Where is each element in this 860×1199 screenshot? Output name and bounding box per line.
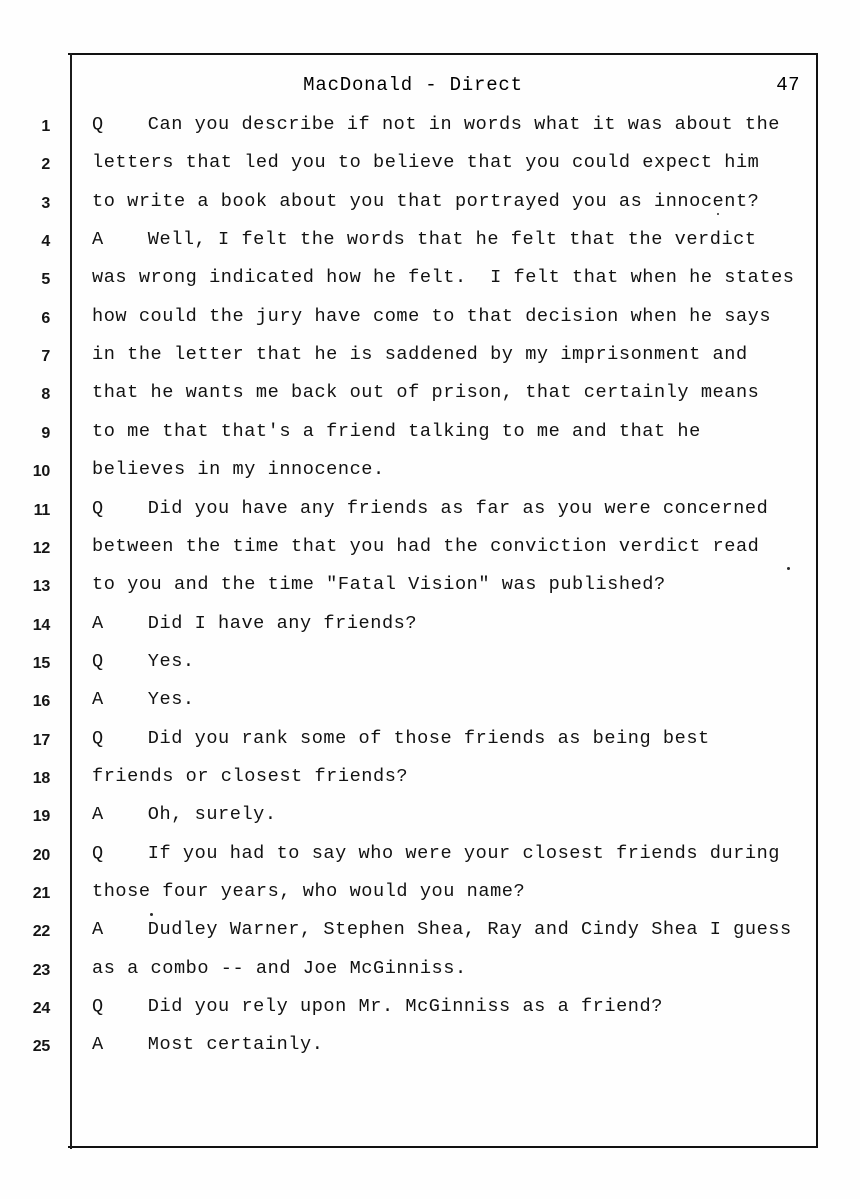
transcript-line [92,306,808,336]
line-text: friends or closest friends? [92,765,409,787]
line-number-gutter [0,110,66,1090]
line-number: 7 [41,348,50,366]
speaker-label: Q [92,114,104,135]
speaker-label: A [92,804,104,826]
line-number: 20 [32,846,50,864]
transcript-line [92,152,808,182]
speaker-label: Q [92,842,104,864]
line-number: 25 [32,1038,50,1056]
transcript-line [92,536,808,566]
speaker-label: A [92,229,104,251]
line-number: 4 [41,233,50,251]
transcript-line [92,459,808,489]
transcript-line [92,996,808,1026]
line-number: 15 [32,654,50,672]
line-number: 14 [32,616,50,634]
line-number: 8 [41,386,50,404]
line-text: letters that led you to believe that you could expect him [92,152,760,174]
line-text: between the time that you had the conviction verdict read [92,535,760,557]
line-number: 22 [32,923,50,941]
line-text: Oh, surely. [147,804,277,826]
line-text: believes in my innocence. [92,459,385,481]
page-number: 47 [776,74,800,96]
line-number: 12 [32,539,50,557]
line-text: Most certainly. [147,1034,324,1056]
line-text: those four years, who would you name? [92,881,526,902]
line-text: Did you have any friends as far as you were concerned [147,497,769,519]
line-number: 18 [32,769,50,787]
line-text: If you had to say who were your closest friends during [147,842,781,864]
line-number: 16 [32,693,50,711]
line-text: was wrong indicated how he felt. I felt that when he states [92,267,795,289]
line-text: to write a book about you that portrayed you as innocent? [92,190,760,212]
header-caption: MacDonald - Direct [303,74,523,96]
transcript-line [92,728,808,758]
transcript-line [92,651,808,681]
line-text: Well, I felt the words that he felt that the verdict [147,229,757,251]
speaker-label: A [92,612,104,634]
transcript-line [92,958,808,988]
line-number: 19 [32,808,50,826]
line-text: Yes. [147,689,195,711]
transcript-line [92,613,808,643]
line-text: that he wants me back out of prison, that certainly means [92,382,760,404]
speaker-label: A [92,919,104,941]
transcript-line [92,229,808,259]
line-text: Did I have any friends? [147,612,418,634]
transcript-line [92,498,808,528]
line-text: Did you rely upon Mr. McGinniss as a friend? [147,996,663,1018]
line-number: 17 [32,731,50,749]
scan-speck [787,567,790,570]
line-number: 5 [41,271,50,289]
line-number: 1 [41,118,50,135]
line-text: as a combo -- and Joe McGinniss. [92,957,467,979]
speaker-label: Q [92,727,104,749]
transcript-line [92,421,808,451]
line-text: Did you rank some of those friends as being best [147,727,710,749]
transcript-line [92,804,808,834]
line-text: in the letter that he is saddened by my imprisonment and [92,344,748,366]
transcript-line [92,919,808,949]
line-number: 11 [33,501,50,519]
transcript-line [92,766,808,796]
line-text: Yes. [147,650,195,672]
line-number: 2 [41,156,50,174]
speaker-label: Q [92,497,104,519]
line-text: to me that that's a friend talking to me and that he [92,420,701,442]
transcript-line [92,689,808,719]
transcript-line [92,843,808,873]
line-number: 3 [41,194,50,212]
transcript-body [92,110,808,1090]
transcript-line [92,191,808,221]
line-number: 24 [32,1000,50,1018]
left-margin-rule [70,53,72,1149]
scan-speck [717,213,719,215]
transcript-line [92,881,808,911]
line-text: Can you describe if not in words what it was about the [147,114,781,135]
line-text: Dudley Warner, Stephen Shea, Ray and Cindy Shea I guess [147,919,792,941]
transcript-line [92,1034,808,1064]
line-number: 6 [41,309,50,327]
line-text: how could the jury have come to that decision when he says [92,305,772,327]
speaker-label: Q [92,996,104,1018]
transcript-line [92,267,808,297]
line-number: 9 [41,424,50,442]
scan-speck [150,913,153,916]
transcript-line [92,114,808,144]
line-number: 10 [32,463,50,481]
line-number: 23 [32,961,50,979]
speaker-label: Q [92,650,104,672]
page-header [68,74,816,104]
speaker-label: A [92,689,104,711]
speaker-label: A [92,1034,104,1056]
line-text: to you and the time "Fatal Vision" was published? [92,574,666,596]
transcript-line [92,344,808,374]
transcript-line [92,574,808,604]
line-number: 13 [32,578,50,596]
line-number: 21 [32,885,50,902]
transcript-line [92,382,808,412]
